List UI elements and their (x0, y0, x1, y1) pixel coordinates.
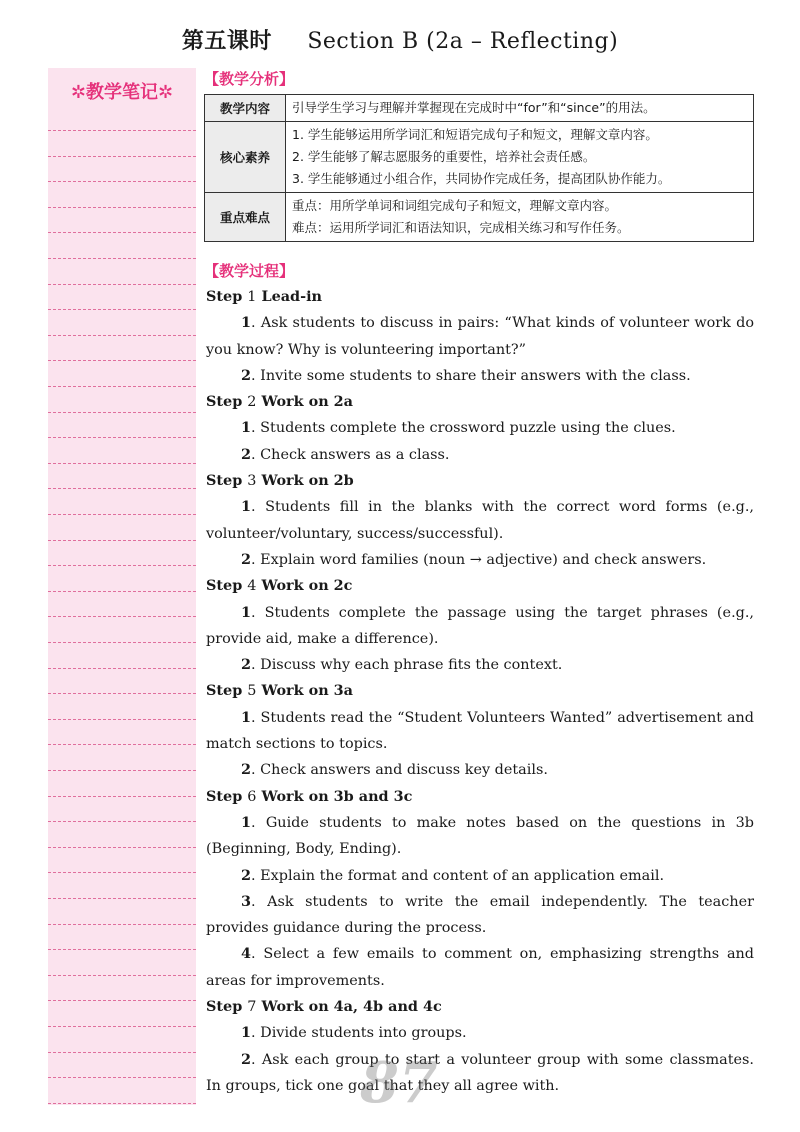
analysis-row-label: 重点难点 (205, 193, 286, 242)
analysis-line: 难点：运用所学词汇和语法知识，完成相关练习和写作任务。 (292, 220, 630, 235)
note-line (48, 1052, 196, 1053)
analysis-row (205, 95, 754, 122)
note-line (48, 335, 196, 336)
analysis-line: 1. 学生能够运用所学词汇和短语完成句子和短文，理解文章内容。 (292, 127, 658, 142)
note-line (48, 386, 196, 387)
item-number: 1 (241, 813, 252, 831)
note-line (48, 437, 196, 438)
step-number: 7 (247, 999, 257, 1016)
item-text: Ask students to discuss in pairs: “What kinds of volunteer work do you know? Why is volunteering important?” (206, 315, 754, 358)
step-item: 1. Students fill in the blanks with the correct word forms (e.g., volunteer/voluntary, success/successful). (206, 498, 755, 542)
item-number: 4 (241, 945, 252, 963)
item-text: Students read the “Student Volunteers Wanted” advertisement and match sections to topics. (206, 709, 754, 753)
item-number: 2 (241, 550, 252, 568)
step-item: 2. Check answers and discuss key details. (241, 761, 548, 779)
step-heading (206, 784, 754, 810)
item-number: 2 (241, 656, 252, 674)
item-text: Check answers and discuss key details. (260, 762, 548, 779)
step-heading (206, 994, 754, 1020)
process-heading: 【教学过程】 (204, 262, 295, 280)
note-line (48, 719, 196, 720)
step-item: 2. Discuss why each phrase fits the context. (241, 656, 563, 674)
analysis-row-label: 核心素养 (205, 122, 286, 193)
note-line (48, 872, 196, 873)
step-item: 1. Students complete the passage using the target phrases (e.g., provide aid, make a difference). (206, 603, 754, 647)
page-title (0, 24, 800, 55)
step-word: Step (206, 288, 243, 305)
note-line (48, 514, 196, 515)
note-line (48, 744, 196, 745)
analysis-row-content (286, 95, 754, 122)
note-line (48, 1000, 196, 1001)
step-item: 2. Explain word families (noun → adjective) and check answers. (241, 550, 707, 568)
step-number: 3 (247, 473, 257, 490)
note-line (48, 232, 196, 233)
note-line (48, 693, 196, 694)
item-number: 2 (241, 761, 252, 779)
item-number: 1 (241, 708, 252, 726)
item-text: Invite some students to share their answers with the class. (260, 367, 691, 384)
step-title: Work on 3b and 3c (261, 787, 413, 805)
step-item: 3. Ask students to write the email independently. The teacher provides guidance during the process. (206, 892, 754, 937)
note-line (48, 821, 196, 822)
analysis-heading: 【教学分析】 (204, 70, 295, 88)
analysis-line: 3. 学生能够通过小组合作，共同协作完成任务，提高团队协作能力。 (292, 171, 671, 186)
note-line (48, 488, 196, 489)
analysis-line: 2. 学生能够了解志愿服务的重要性，培养社会责任感。 (292, 149, 596, 164)
note-line (48, 668, 196, 669)
note-line (48, 463, 196, 464)
step-word: Step (206, 393, 243, 411)
step-item: 2. Explain the format and content of an application email. (241, 866, 665, 884)
note-line (48, 770, 196, 771)
step-word: Step (206, 787, 243, 805)
item-number: 2 (241, 1050, 252, 1068)
step-item: 1. Ask students to discuss in pairs: “What kinds of volunteer work do you know? Why is volunteering important?” (206, 314, 754, 358)
step-item: 2. Check answers as a class. (241, 445, 450, 463)
item-number: 3 (241, 892, 252, 910)
note-line (48, 207, 196, 208)
analysis-table (204, 94, 754, 242)
step-heading (206, 468, 754, 494)
note-line (48, 975, 196, 976)
note-line (48, 898, 196, 899)
item-text: Students complete the passage using the target phrases (e.g., provide aid, make a difference). (206, 604, 754, 647)
step-item: 2. Ask each group to start a volunteer group with some classmates. In groups, tick one goal that they all agree with. (206, 1050, 754, 1094)
step-word: Step (206, 682, 243, 700)
step-heading (206, 678, 754, 704)
item-number: 2 (241, 866, 252, 884)
item-number: 1 (241, 419, 252, 437)
step-title: Work on 4a, 4b and 4c (261, 998, 442, 1016)
note-line (48, 309, 196, 310)
teaching-notes-sidebar (48, 68, 196, 1105)
note-line (48, 284, 196, 285)
step-word: Step (206, 998, 243, 1016)
step-item: 4. Select a few emails to comment on, emphasizing strengths and areas for improvements. (206, 945, 754, 989)
item-text: Students complete the crossword puzzle using the clues. (260, 420, 676, 437)
teaching-process (206, 284, 754, 1099)
item-number: 2 (241, 366, 252, 384)
item-number: 1 (241, 1024, 252, 1042)
analysis-row-content (286, 193, 754, 242)
note-line (48, 412, 196, 413)
item-text: Divide students into groups. (260, 1025, 467, 1042)
step-heading (206, 284, 754, 310)
note-line (48, 949, 196, 950)
note-line (48, 540, 196, 541)
analysis-line: 引导学生学习与理解并掌握现在完成时中“for”和“since”的用法。 (292, 100, 656, 115)
step-item: 1. Students complete the crossword puzzle using the clues. (241, 419, 676, 437)
step-number: 5 (247, 683, 257, 700)
item-number: 1 (241, 314, 252, 332)
item-text: Discuss why each phrase fits the context. (260, 657, 563, 674)
note-line (48, 616, 196, 617)
item-text: Select a few emails to comment on, emphasizing strengths and areas for improvements. (206, 946, 754, 989)
page-number: 87 (360, 1050, 438, 1116)
note-line (48, 181, 196, 182)
step-title: Work on 2c (261, 577, 353, 595)
step-title: Work on 2b (261, 472, 354, 490)
note-line (48, 1077, 196, 1078)
note-line (48, 924, 196, 925)
section-title: Section B (2a – Reflecting) (307, 29, 619, 54)
step-title: Work on 3a (261, 682, 354, 700)
item-number: 1 (241, 603, 252, 621)
item-text: Students fill in the blanks with the correct word forms (e.g., volunteer/voluntary, success/successful). (206, 499, 755, 542)
step-item: 1. Guide students to make notes based on the questions in 3b (Beginning, Body, Ending). (206, 813, 754, 858)
step-word: Step (206, 472, 243, 490)
step-title: Lead-in (261, 288, 323, 305)
analysis-row (205, 193, 754, 242)
item-number: 2 (241, 445, 252, 463)
step-item: 1. Students read the “Student Volunteers Wanted” advertisement and match sections to topics. (206, 708, 754, 753)
sidebar-title: ✲教学笔记✲ (70, 82, 174, 103)
note-line (48, 360, 196, 361)
note-line (48, 565, 196, 566)
note-line (48, 847, 196, 848)
note-line (48, 156, 196, 157)
step-word: Step (206, 577, 243, 595)
item-text: Ask each group to start a volunteer group with some classmates. In groups, tick one goal that they all agree with. (206, 1051, 754, 1094)
item-text: Explain the format and content of an application email. (260, 867, 665, 884)
step-item: 1. Divide students into groups. (241, 1024, 467, 1042)
analysis-row-content (286, 122, 754, 193)
item-text: Ask students to write the email independently. The teacher provides guidance during the process. (206, 893, 754, 937)
analysis-line: 重点：用所学单词和词组完成句子和短文，理解文章内容。 (292, 198, 618, 213)
note-line (48, 1026, 196, 1027)
item-text: Check answers as a class. (260, 446, 450, 463)
step-item: 2. Invite some students to share their answers with the class. (241, 366, 691, 384)
note-line (48, 1103, 196, 1104)
item-text: Guide students to make notes based on the questions in 3b (Beginning, Body, Ending). (206, 814, 754, 858)
note-line (48, 258, 196, 259)
step-number: 1 (247, 289, 257, 305)
step-number: 4 (247, 578, 257, 595)
step-number: 2 (247, 394, 257, 411)
item-text: Explain word families (noun → adjective) and check answers. (260, 551, 707, 568)
note-line (48, 796, 196, 797)
note-line (48, 642, 196, 643)
step-heading (206, 389, 754, 415)
analysis-row-label: 教学内容 (205, 95, 286, 122)
step-number: 6 (247, 788, 257, 805)
step-title: Work on 2a (261, 393, 354, 411)
note-line (48, 591, 196, 592)
analysis-row (205, 122, 754, 193)
note-line (48, 130, 196, 131)
step-heading (206, 573, 754, 599)
lesson-number: 第五课时 (181, 28, 272, 54)
item-number: 1 (241, 498, 252, 516)
